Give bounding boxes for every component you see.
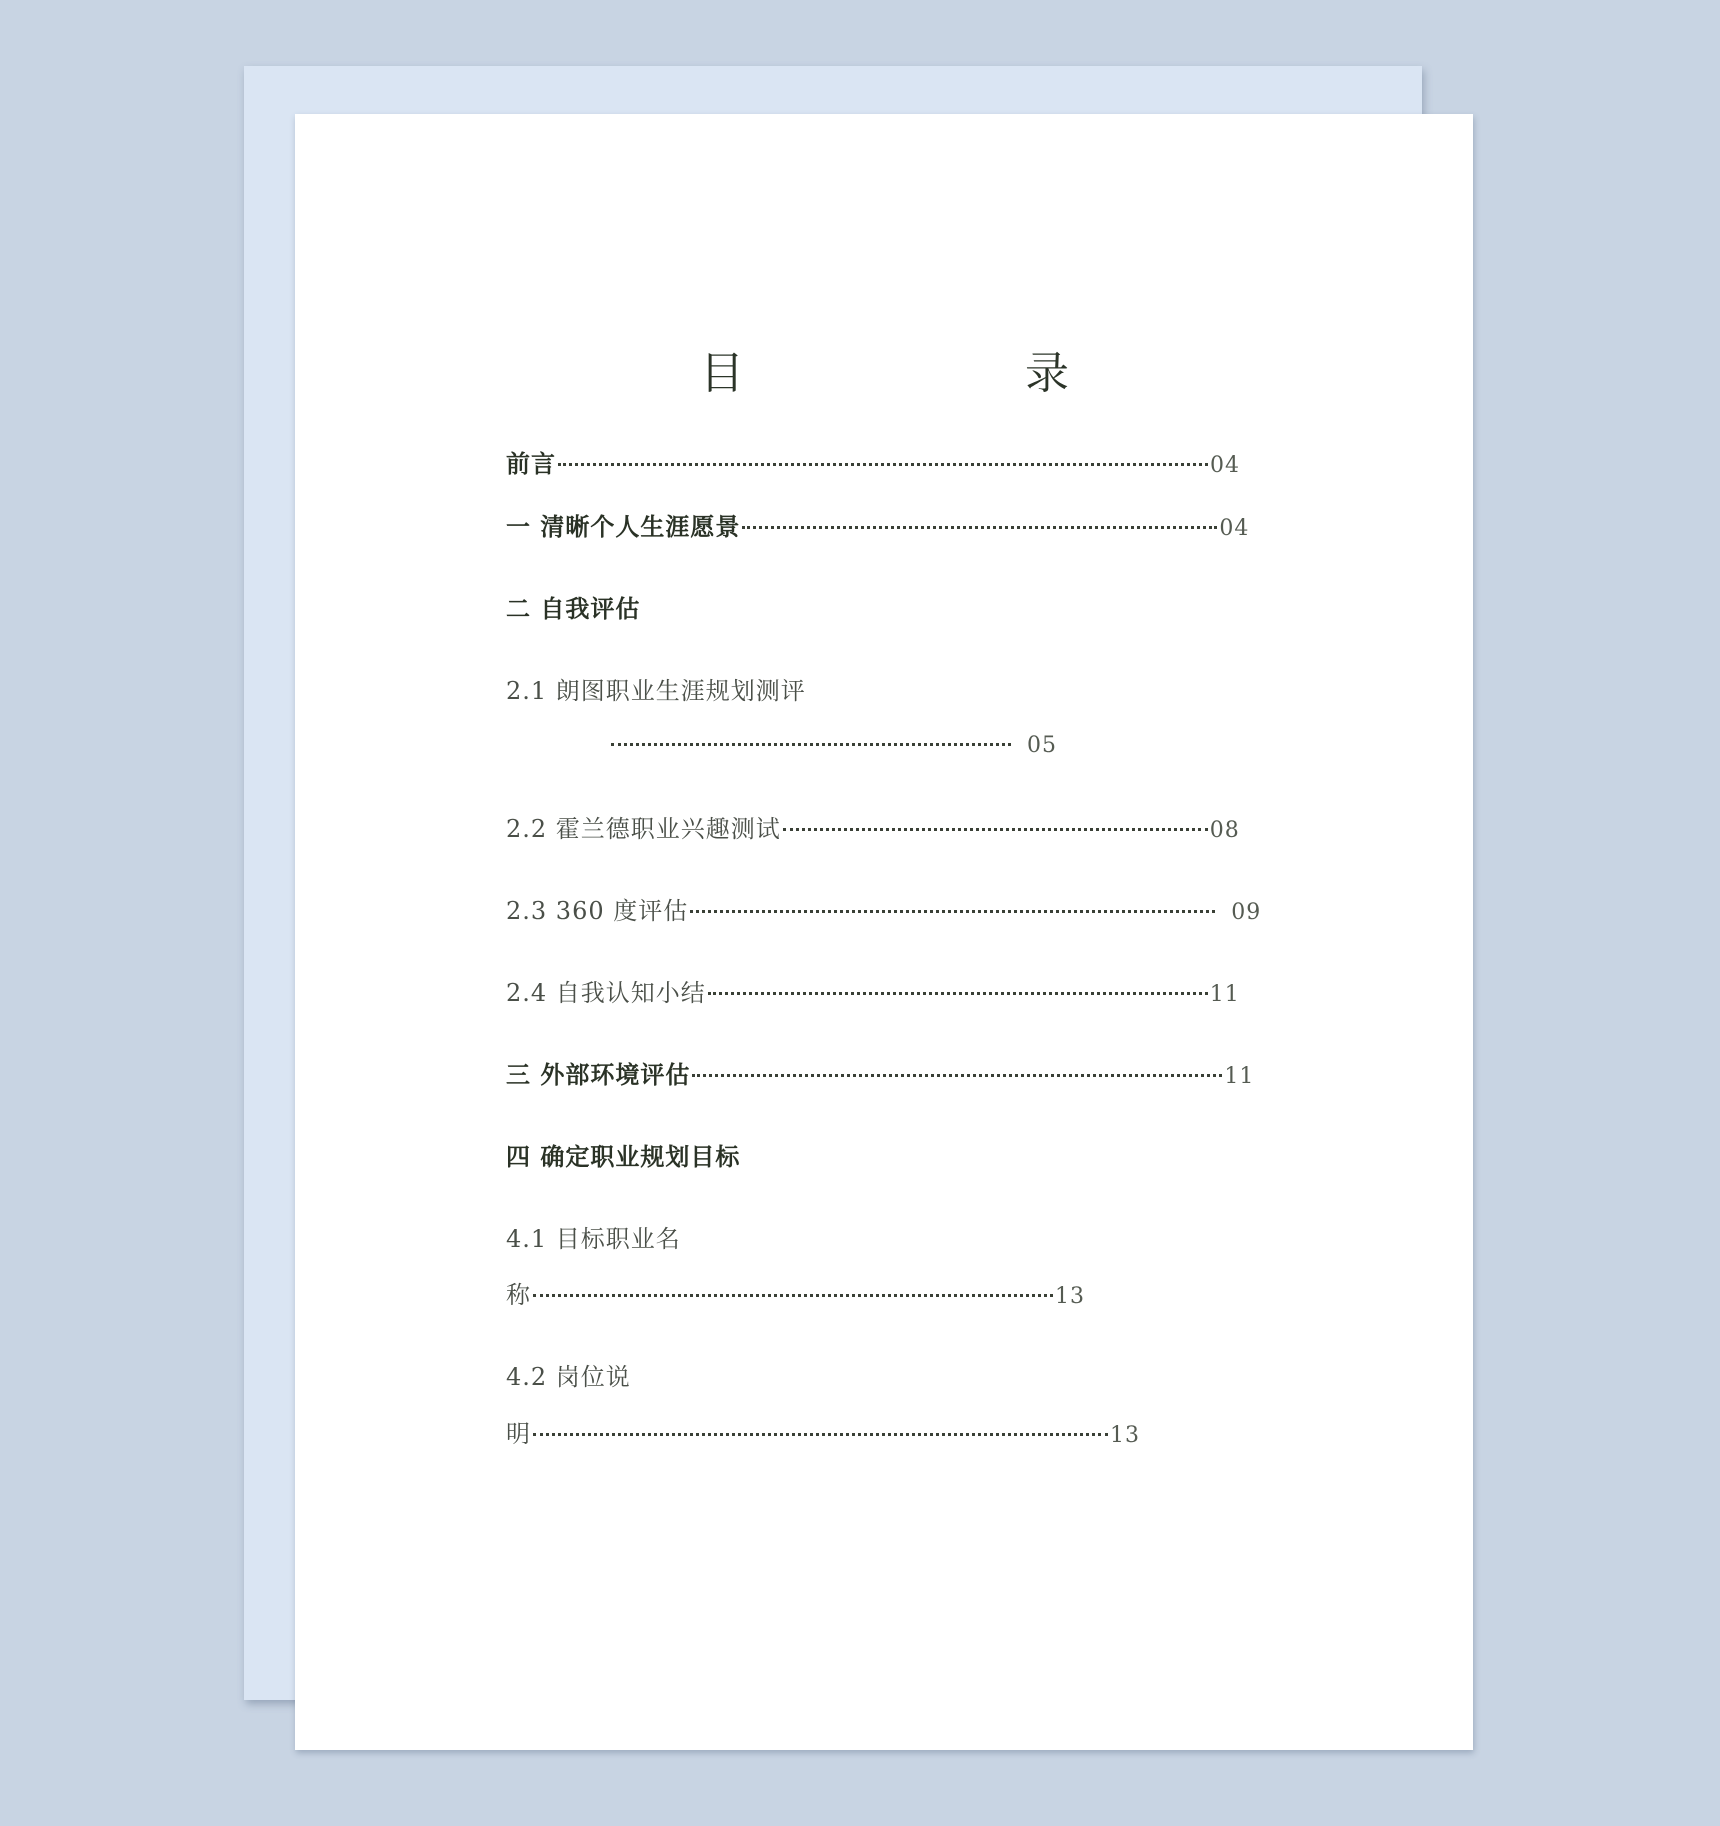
dot-leader [558,463,1208,466]
dot-leader [783,828,1208,831]
toc-entry-text: 三 外部环境评估 [506,1060,691,1089]
toc-entry-4-1 [506,1227,681,1251]
toc-entry-text: 前言 [506,449,556,478]
toc-page-number: 08 [1209,818,1240,843]
toc-page-number: 11 [1224,1064,1255,1089]
toc-entry-4-1-continuation [506,1283,1085,1308]
toc-entry-text: 2.4 自我认知小结 [506,979,706,1007]
document-page [295,114,1473,1750]
toc-entry-text: 4.2 岗位说 [506,1363,631,1391]
toc-page-number: 13 [1110,1423,1140,1448]
toc-entry-text: 二 自我评估 [506,594,641,623]
toc-entry-text: 2.2 霍兰德职业兴趣测试 [506,815,781,843]
toc-entry-text: 2.3 360 度评估 [506,897,689,925]
toc-entry-chapter-3 [506,1060,1255,1089]
toc-entry-2-4 [506,981,1240,1006]
dot-leader [692,1074,1222,1077]
toc-entry-2-3 [506,899,1261,924]
toc-page-number: 09 [1231,900,1262,925]
toc-entry-4-2-continuation [506,1422,1140,1447]
toc-entry-chapter-1 [506,512,1250,541]
toc-page-number: 13 [1055,1284,1085,1309]
toc-entry-preface [506,449,1240,478]
toc-entry-text: 2.1 朗图职业生涯规划测评 [506,677,806,705]
toc-entry-2-1 [506,679,806,703]
dot-leader [708,992,1208,995]
toc-page-number: 04 [1210,453,1240,478]
toc-entry-2-2 [506,817,1240,842]
dot-leader [533,1294,1053,1297]
toc-title-char-1: 目 [700,348,744,399]
dot-leader [533,1433,1108,1436]
toc-entry-text: 四 确定职业规划目标 [506,1142,741,1171]
toc-entry-text: 明 [506,1420,531,1448]
toc-entry-text: 4.1 目标职业名 [506,1225,681,1253]
toc-entry-chapter-4 [506,1142,741,1171]
toc-title-char-2: 录 [1025,348,1069,399]
toc-entry-chapter-2 [506,594,641,623]
dot-leader [611,743,1011,746]
toc-page-number: 05 [1027,733,1057,758]
dot-leader [690,910,1215,913]
toc-page-number: 04 [1219,516,1250,541]
toc-entry-text: 称 [506,1281,531,1309]
toc-entry-text: 一 清晰个人生涯愿景 [506,512,741,541]
toc-page-number: 11 [1209,982,1240,1007]
dot-leader [742,526,1217,529]
toc-entry-2-1-continuation [609,735,1057,757]
toc-entry-4-2 [506,1365,631,1389]
